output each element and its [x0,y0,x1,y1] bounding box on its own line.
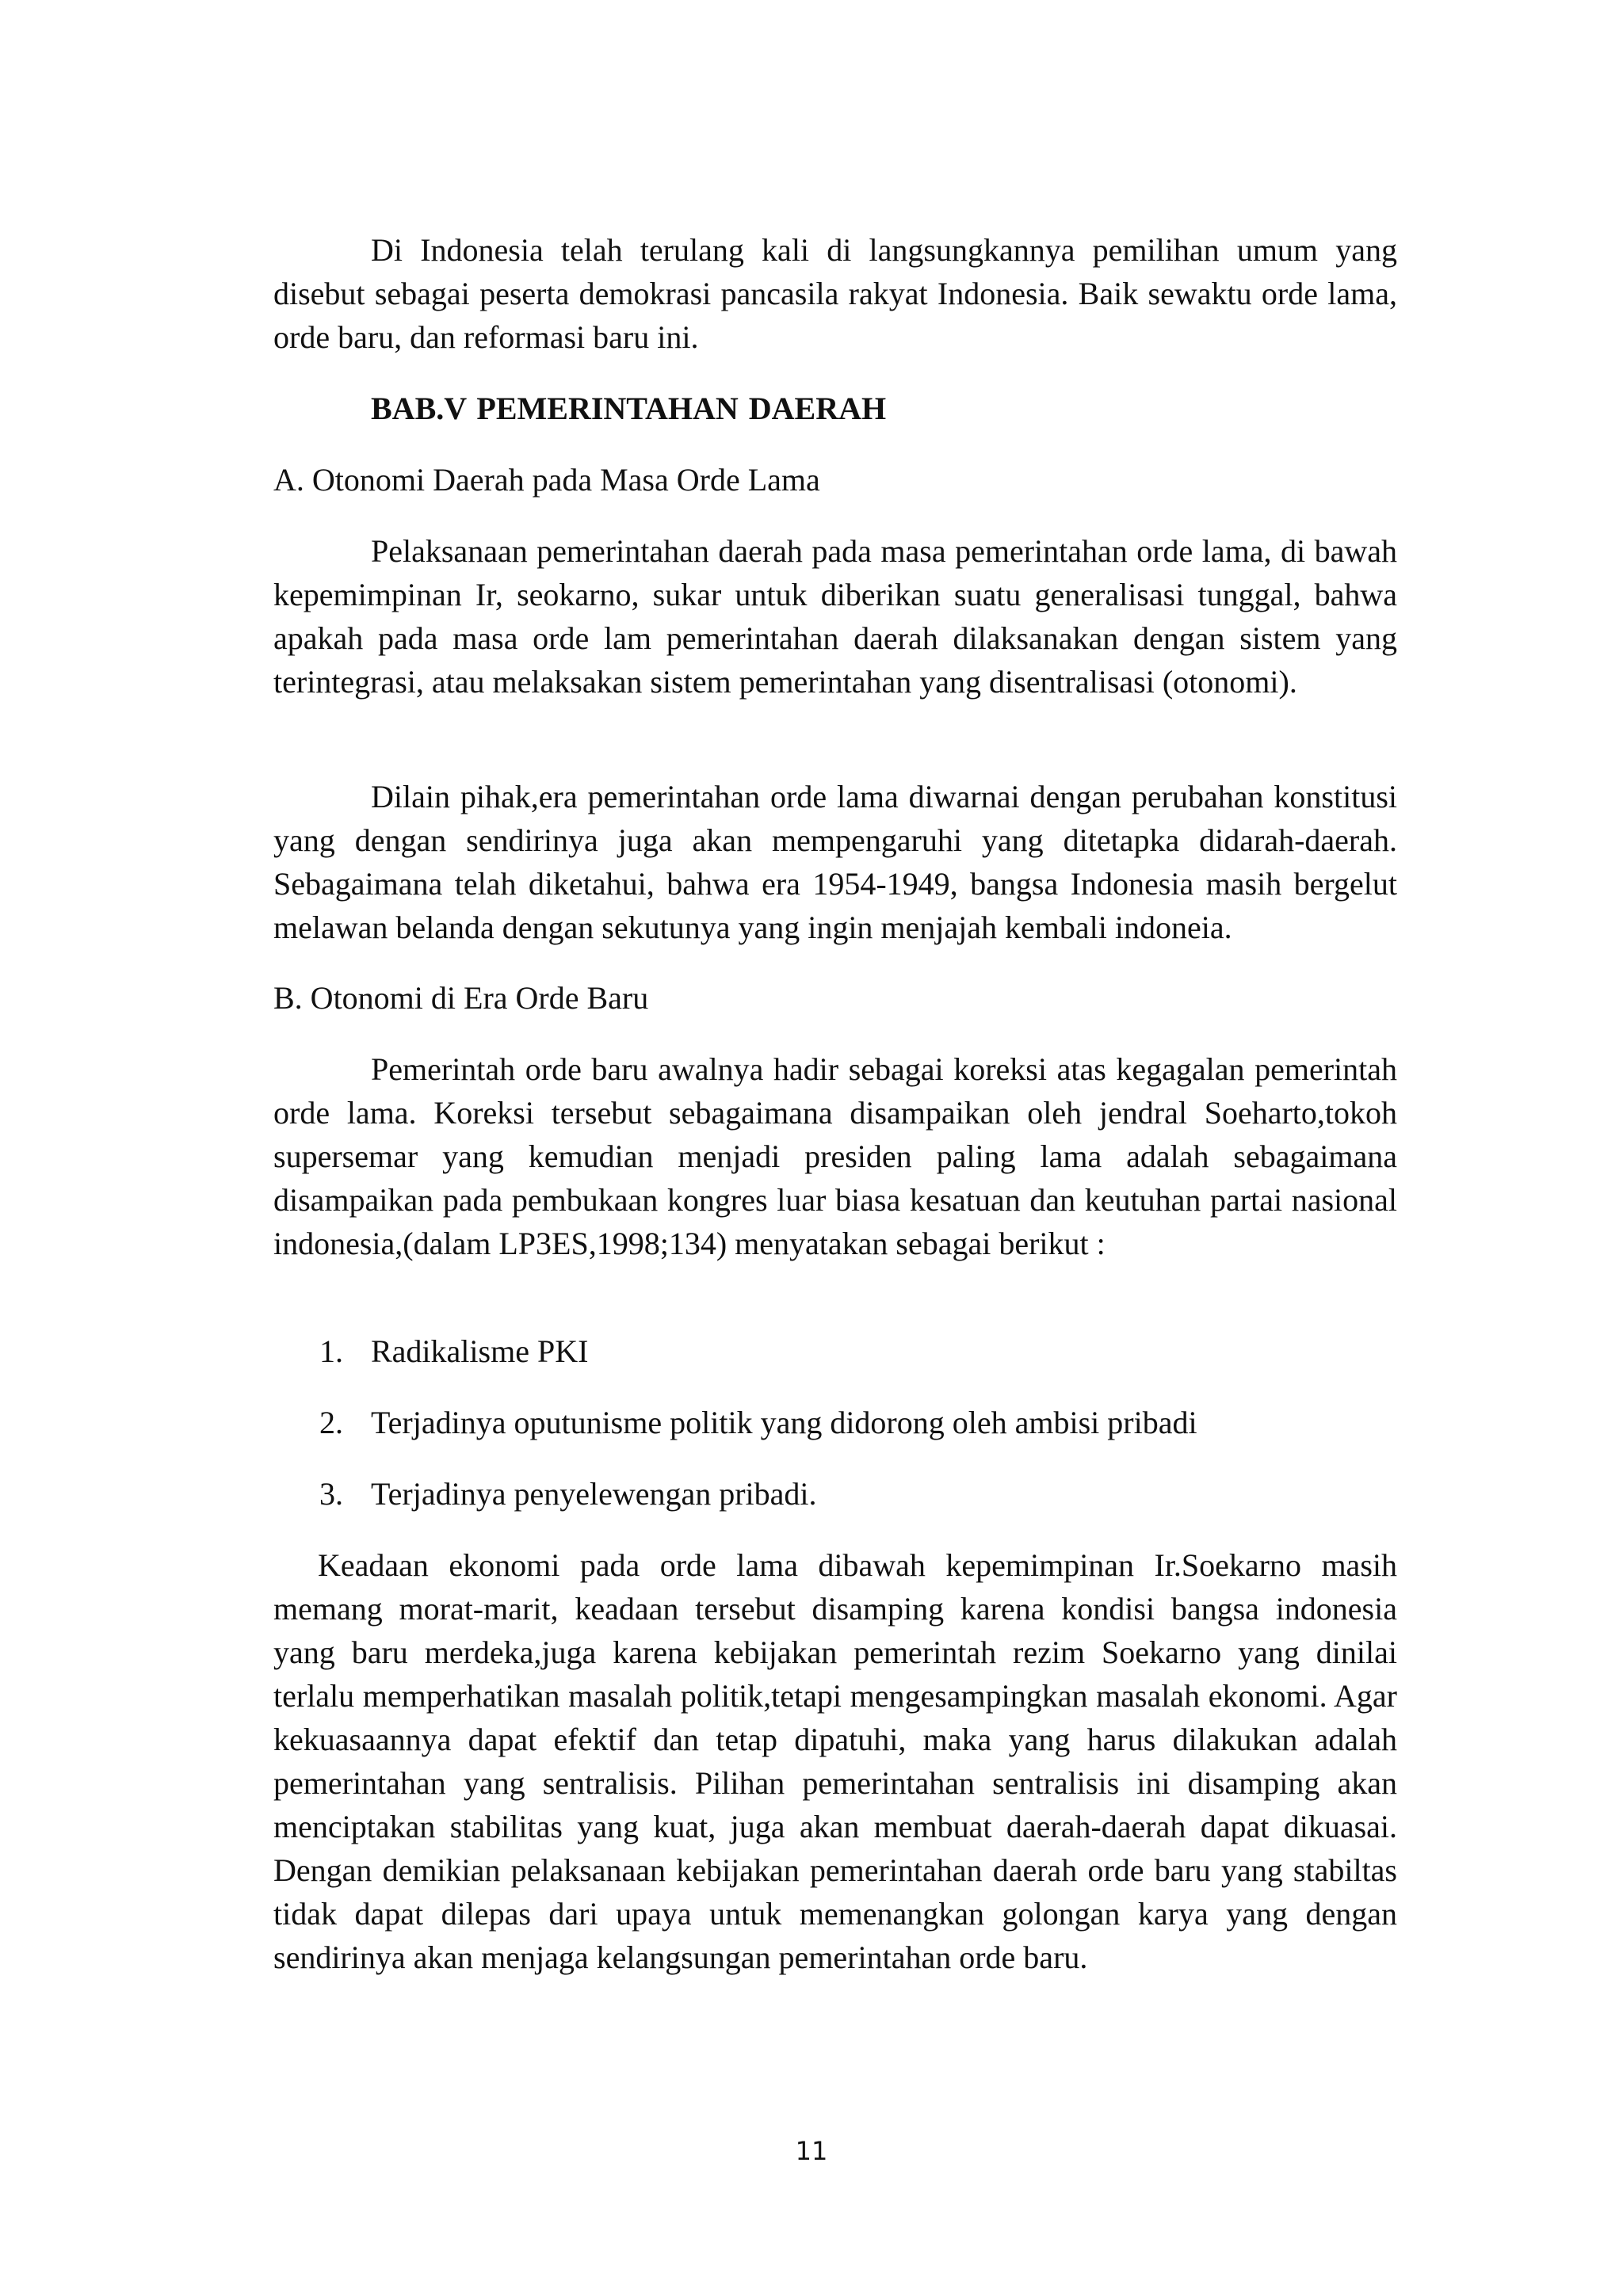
page-number: 11 [795,2136,828,2166]
list-text: Terjadinya oputunisme politik yang didorong oleh ambisi pribadi [371,1405,1197,1440]
orde-baru-paragraph: Pemerintah orde baru awalnya hadir sebagai koreksi atas kegagalan pemerintah orde lama. Koreksi tersebut sebagaimana disampaikan oleh jendral Soeharto,tokoh supersemar yang kemudian menjadi presiden paling lama adalah sebagaimana disampaikan pada pembukaan kongres luar biasa kesatuan dan keutuhan partai nasional indonesia,(dalam LP3ES,1998;134) menyatakan sebagai berikut : [273,1051,1397,1261]
orde-lama-paragraph-2: Dilain pihak,era pemerintahan orde lama diwarnai dengan perubahan konstitusi yang dengan sendirinya juga akan mempengaruhi yang ditetapka didarah-daerah. Sebagaimana telah diketahui, bahwa era 1954-1949, bangsa Indonesia masih bergelut melawan belanda dengan sekutunya yang ingin menjajah kembali indoneia. [273,779,1397,945]
list-text: Radikalisme PKI [371,1333,589,1369]
list-number: 3. [319,1476,343,1512]
chapter-heading: BAB.V PEMERINTAHAN DAERAH [371,391,887,426]
list-number: 2. [319,1405,343,1440]
list-item [319,1401,1197,1444]
list-text: Terjadinya penyelewengan pribadi. [371,1476,817,1512]
list-number: 1. [319,1333,343,1369]
section-a-heading: A. Otonomi Daerah pada Masa Orde Lama [273,462,820,498]
section-b-heading: B. Otonomi di Era Orde Baru [273,980,649,1016]
intro-paragraph: Di Indonesia telah terulang kali di langsungkannya pemilihan umum yang disebut sebagai peserta demokrasi pancasila rakyat Indonesia. Baik sewaktu orde lama, orde baru, dan reformasi baru ini. [273,232,1397,355]
list-item [319,1329,588,1373]
orde-lama-paragraph-1: Pelaksanaan pemerintahan daerah pada masa pemerintahan orde lama, di bawah kepemimpinan Ir, seokarno, sukar untuk diberikan suatu generalisasi tunggal, bahwa apakah pada masa orde lam pemerintahan daerah dilaksanakan dengan sistem yang terintegrasi, atau melaksakan sistem pemerintahan yang disentralisasi (otonomi). [273,533,1397,700]
list-item [319,1472,817,1516]
closing-paragraph: Keadaan ekonomi pada orde lama dibawah kepemimpinan Ir.Soekarno masih memang morat-marit, keadaan tersebut disamping karena kondisi bangsa indonesia yang baru merdeka,juga karena kebijakan pemerintah rezim Soekarno yang dinilai terlalu memperhatikan masalah politik,tetapi mengesampingkan masalah ekonomi. Agar kekuasaannya dapat efektif dan tetap dipatuhi, maka yang harus dilakukan adalah pemerintahan yang sentralisis. Pilihan pemerintahan sentralisis ini disamping akan menciptakan stabilitas yang kuat, juga akan membuat daerah-daerah dapat dikuasai. Dengan demikian pelaksanaan kebijakan pemerintahan daerah orde baru yang stabiltas tidak dapat dilepas dari upaya untuk memenangkan golongan karya yang dengan sendirinya akan menjaga kelangsungan pemerintahan orde baru. [273,1547,1397,1975]
